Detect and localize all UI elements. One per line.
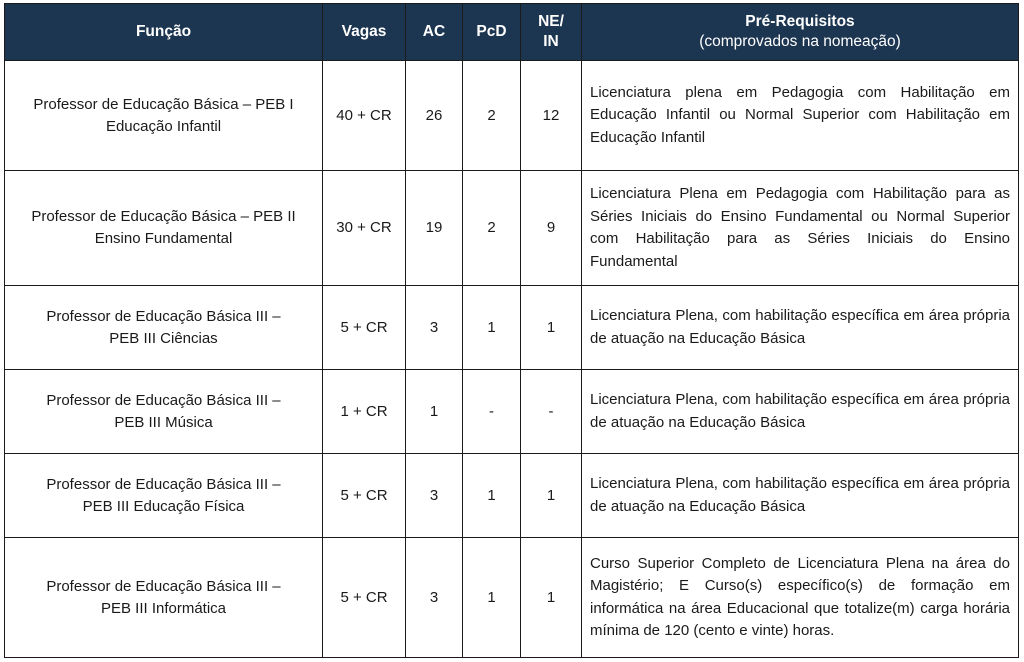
cell-ne-in: 1	[521, 286, 582, 370]
header-prerequisitos	[582, 4, 1019, 61]
cell-ac: 3	[406, 454, 463, 538]
cell-vagas: 5 + CR	[323, 454, 406, 538]
header-ne-in	[521, 4, 582, 61]
table-row	[5, 454, 1019, 538]
funcao-line2: Educação Infantil	[105, 117, 222, 135]
header-vagas: Vagas	[323, 4, 406, 61]
table-header	[5, 4, 1019, 61]
cell-prerequisitos: Licenciatura Plena, com habilitação específica em área própria de atuação na Educação Básica	[582, 454, 1019, 538]
header-ne-in-line2: IN	[543, 33, 559, 50]
cell-ac: 1	[406, 370, 463, 454]
cell-ne-in: 12	[521, 61, 582, 171]
cell-funcao	[5, 171, 323, 286]
funcao-line1: Professor de Educação Básica III –	[46, 475, 281, 493]
funcao-line2: PEB III Informática	[100, 599, 227, 617]
header-funcao: Função	[5, 4, 323, 61]
table-row	[5, 538, 1019, 658]
cell-funcao	[5, 370, 323, 454]
table-body	[5, 61, 1019, 658]
cell-ne-in: -	[521, 370, 582, 454]
table-row	[5, 286, 1019, 370]
table-row	[5, 61, 1019, 171]
cell-ac: 19	[406, 171, 463, 286]
cell-ac: 26	[406, 61, 463, 171]
cell-vagas: 40 + CR	[323, 61, 406, 171]
header-row	[5, 4, 1019, 61]
header-prerequisitos-subtitle: (comprovados na nomeação)	[699, 33, 901, 50]
cell-funcao	[5, 286, 323, 370]
funcao-line2: PEB III Educação Física	[82, 497, 245, 515]
cell-funcao	[5, 538, 323, 658]
header-prerequisitos-title: Pré-Requisitos	[745, 13, 855, 30]
funcao-line1: Professor de Educação Básica III –	[46, 577, 281, 595]
cell-pcd: 2	[463, 171, 521, 286]
vacancies-table-container	[4, 3, 1019, 658]
cell-pcd: -	[463, 370, 521, 454]
cell-prerequisitos: Licenciatura plena em Pedagogia com Habilitação em Educação Infantil ou Normal Superior com Habilitação em Educação Infantil	[582, 61, 1019, 171]
cell-vagas: 30 + CR	[323, 171, 406, 286]
cell-pcd: 1	[463, 454, 521, 538]
funcao-line1: Professor de Educação Básica III –	[46, 391, 281, 409]
cell-prerequisitos: Licenciatura Plena em Pedagogia com Habilitação para as Séries Iniciais do Ensino Fundamental ou Normal Superior com Habilitação para as Séries Iniciais do Ensino Fundamental	[582, 171, 1019, 286]
header-pcd: PcD	[463, 4, 521, 61]
cell-prerequisitos: Curso Superior Completo de Licenciatura Plena na área do Magistério; E Curso(s) específico(s) de formação em informática na área Educacional que totalize(m) carga horária mínima de 120 (cento e vinte) horas.	[582, 538, 1019, 658]
funcao-line2: PEB III Música	[114, 413, 213, 431]
cell-pcd: 1	[463, 538, 521, 658]
cell-pcd: 2	[463, 61, 521, 171]
funcao-line1: Professor de Educação Básica – PEB I	[33, 95, 294, 113]
cell-ne-in: 9	[521, 171, 582, 286]
funcao-line2: PEB III Ciências	[109, 329, 218, 347]
cell-pcd: 1	[463, 286, 521, 370]
funcao-line1: Professor de Educação Básica – PEB II	[31, 208, 296, 225]
cell-vagas: 5 + CR	[323, 538, 406, 658]
cell-ac: 3	[406, 286, 463, 370]
funcao-line1: Professor de Educação Básica III –	[46, 307, 281, 325]
cell-ne-in: 1	[521, 538, 582, 658]
cell-vagas: 5 + CR	[323, 286, 406, 370]
table-row	[5, 171, 1019, 286]
vacancies-table	[4, 3, 1019, 658]
header-ne-in-line1: NE/	[538, 13, 564, 30]
cell-funcao	[5, 61, 323, 171]
header-ac: AC	[406, 4, 463, 61]
cell-ne-in: 1	[521, 454, 582, 538]
cell-prerequisitos: Licenciatura Plena, com habilitação específica em área própria de atuação na Educação Básica	[582, 286, 1019, 370]
cell-ac: 3	[406, 538, 463, 658]
cell-prerequisitos: Licenciatura Plena, com habilitação específica em área própria de atuação na Educação Básica	[582, 370, 1019, 454]
funcao-line2: Ensino Fundamental	[94, 230, 233, 247]
table-row	[5, 370, 1019, 454]
cell-funcao	[5, 454, 323, 538]
cell-vagas: 1 + CR	[323, 370, 406, 454]
